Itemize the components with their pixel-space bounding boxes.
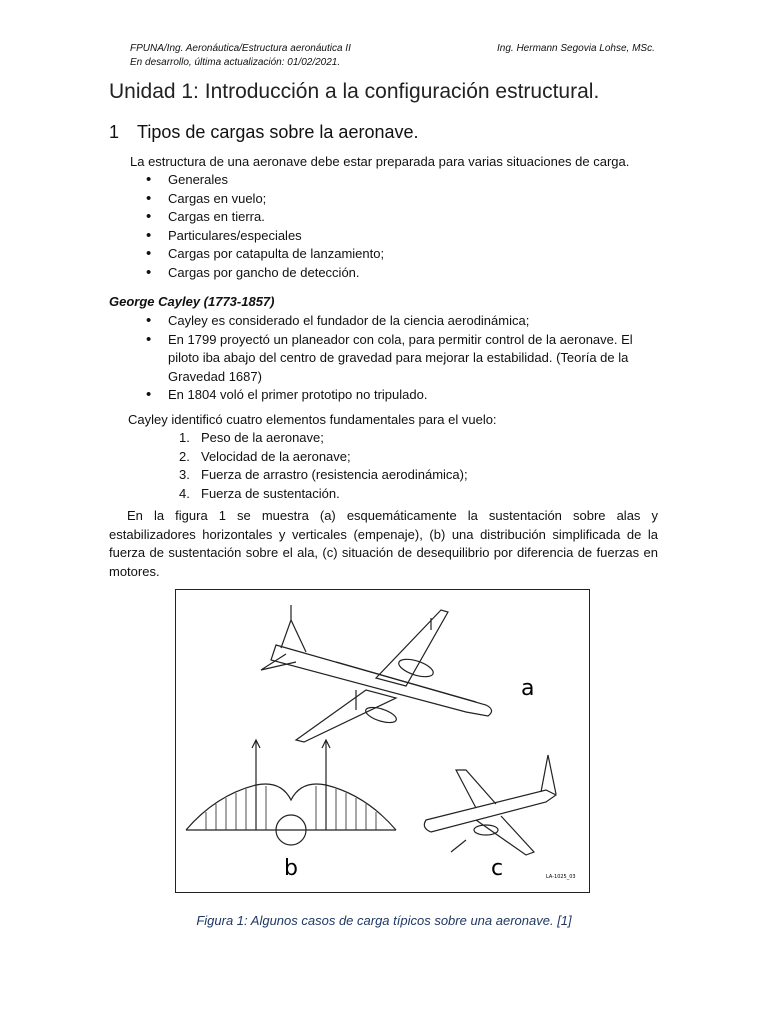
list-item xyxy=(179,485,629,504)
item-text: Peso de la aeronave; xyxy=(201,430,324,445)
figure-1 xyxy=(175,589,590,893)
cayley-list xyxy=(146,312,660,405)
list-item xyxy=(179,429,629,448)
list-item xyxy=(179,448,629,467)
list-item: • Cayley es considerado el fundador de la ciencia aerodinámica; xyxy=(146,312,660,331)
list-item: • Generales xyxy=(146,171,666,190)
figure-caption: Figura 1: Algunos casos de carga típicos sobre una aeronave. [1] xyxy=(196,913,572,928)
figure-stamp: LA-1025_03 xyxy=(546,874,576,880)
aircraft-load-illustration xyxy=(176,590,589,892)
list-item: • Cargas en tierra. xyxy=(146,208,666,227)
figure-label-a: a xyxy=(521,676,535,701)
list-item: • En 1799 proyectó un planeador con cola, para permitir control de la aeronave. El piloto iba abajo del centro de gravedad para mejorar la estabilidad. (Teoría de la Gravedad 1687) xyxy=(146,331,660,387)
item-text: Fuerza de arrastro (resistencia aerodinámica); xyxy=(201,467,468,483)
aircraft-a xyxy=(261,605,492,742)
cayley-heading: George Cayley (1773-1857) xyxy=(109,294,275,309)
item-text: Velocidad de la aeronave; xyxy=(201,448,351,464)
item-number: 2. xyxy=(179,448,190,464)
list-item: • Cargas por gancho de detección. xyxy=(146,264,666,283)
section-number: 1 xyxy=(109,122,120,142)
wing-upper-c xyxy=(456,770,496,808)
item-number: 1. xyxy=(179,430,190,445)
intro-paragraph: La estructura de una aeronave debe estar preparada para varias situaciones de carga. xyxy=(130,154,630,169)
engine-lower-a xyxy=(364,704,398,725)
header-update: En desarrollo, última actualización: 01/02/2021. xyxy=(130,57,341,68)
item-text: Fuerza de sustentación. xyxy=(201,485,340,501)
cayley-intro: Cayley identificó cuatro elementos fundamentales para el vuelo: xyxy=(128,412,497,427)
vertical-tail-c xyxy=(541,755,556,794)
header-course: FPUNA/Ing. Aeronáutica/Estructura aeronáutica II xyxy=(130,43,351,54)
list-item xyxy=(179,466,629,485)
item-number: 3. xyxy=(179,467,190,483)
figure-label-c: c xyxy=(491,856,504,881)
list-item: • Cargas en vuelo; xyxy=(146,190,666,209)
header-left xyxy=(130,42,351,70)
aircraft-c xyxy=(424,755,556,855)
list-item: • Particulares/especiales xyxy=(146,227,666,246)
thrust-arrow xyxy=(451,840,466,852)
section-title-text: Tipos de cargas sobre la aeronave. xyxy=(137,122,419,142)
figure-label-b: b xyxy=(284,856,298,881)
figure-paragraph: En la figura 1 se muestra (a) esquemáticamente la sustentación sobre alas y estabilizadores horizontales y verticales (empenaje), (b) una distribución simplificada de la fuerza de sustentación sobre el ala, (c) situación de desequilibrio por diferencia de fuerzas en motores. xyxy=(109,508,658,579)
section-title xyxy=(109,122,419,143)
elements-list xyxy=(179,429,629,503)
list-item: • Cargas por catapulta de lanzamiento; xyxy=(146,245,666,264)
header-author: Ing. Hermann Segovia Lohse, MSc. xyxy=(497,43,655,54)
wing-lower-a xyxy=(296,690,396,742)
item-number: 4. xyxy=(179,485,190,501)
lift-curve xyxy=(186,784,396,830)
list-item: • En 1804 voló el primer prototipo no tripulado. xyxy=(146,386,660,405)
load-types-list xyxy=(146,171,666,283)
lift-distribution-b xyxy=(186,740,396,845)
unit-title: Unidad 1: Introducción a la configuración estructural. xyxy=(109,80,600,103)
